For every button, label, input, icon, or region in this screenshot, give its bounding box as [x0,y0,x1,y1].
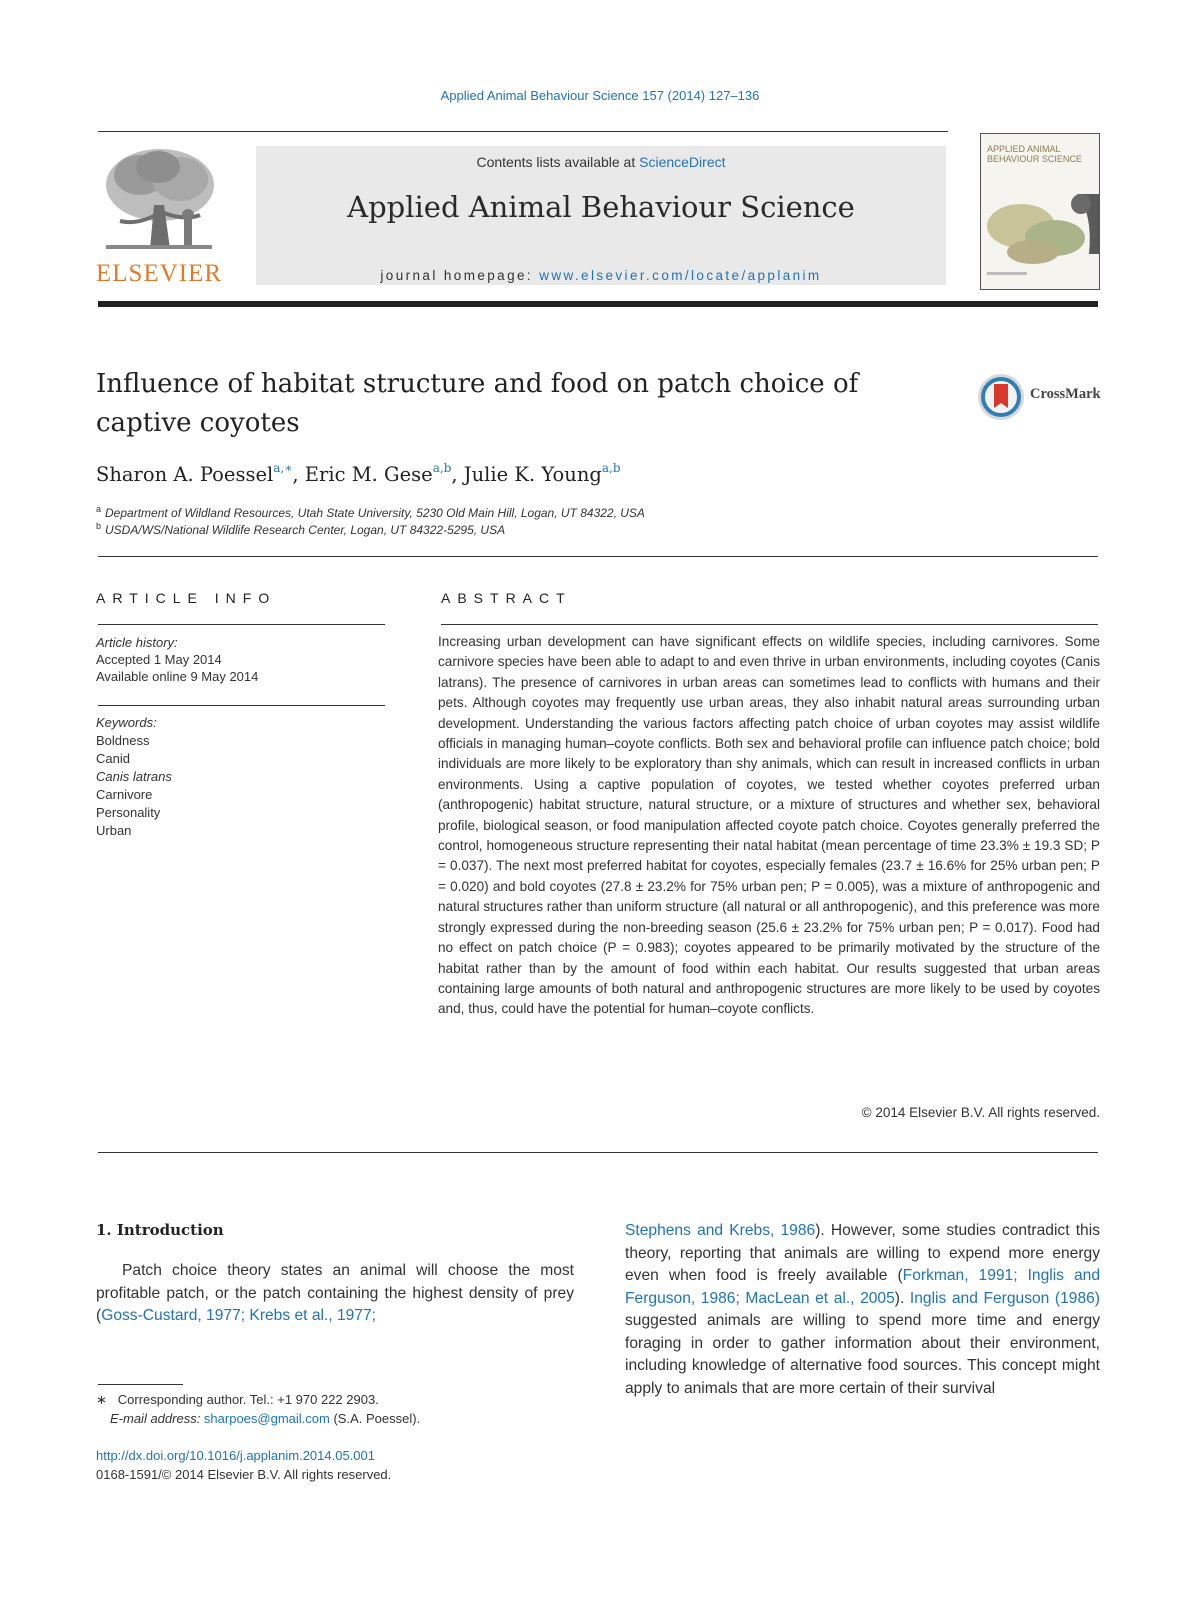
cover-title: APPLIED ANIMAL BEHAVIOUR SCIENCE [987,144,1082,164]
elsevier-wordmark: ELSEVIER [96,260,223,287]
footnote-rule [98,1384,183,1385]
author-affil-marker[interactable]: a,b [601,461,621,475]
footnote-marker: ∗ [96,1392,107,1407]
copyright-notice: © 2014 Elsevier B.V. All rights reserved. [861,1105,1100,1120]
issn-line: 0168-1591/© 2014 Elsevier B.V. All rights reserved. [96,1467,392,1482]
title-line-2: captive coyotes [96,408,300,438]
citation-link[interactable]: Inglis and Ferguson (1986) [909,1289,1101,1307]
introduction-heading: 1. Introduction [96,1221,224,1239]
keyword-item: Canid [96,751,130,766]
keywords-label: Keywords: [96,715,157,730]
journal-cover-thumbnail[interactable] [980,133,1100,290]
author-affil-marker[interactable]: a,∗ [273,461,293,475]
affiliation-text: Department of Wildland Resources, Utah State University, 5230 Old Main Hill, Logan, UT 84322, USA [105,506,645,520]
crossmark-icon [976,372,1026,422]
author-affil-marker[interactable]: a,b [432,461,452,475]
abstract-end-rule [98,1152,1098,1153]
homepage-prefix: journal homepage: [380,268,540,283]
author-name[interactable]: Sharon A. Poessel [96,463,274,486]
intro-text: ). [894,1289,910,1307]
keywords-block [96,714,172,840]
available-date: Available online 9 May 2014 [96,669,259,684]
keyword-item: Carnivore [96,787,153,802]
intro-text: Patch choice theory states an animal will choose the most profitable patch, or the patch containing the highest density of prey ( [96,1262,574,1324]
header-rule [98,131,948,132]
citation-link[interactable]: Forkman, 1991; Inglis and Ferguson, 1986; MacLean et al., 2005 [625,1267,1101,1307]
elsevier-tree-icon [96,145,222,253]
homepage-line [256,268,946,283]
corresponding-author-footnote [96,1390,420,1428]
citation-link[interactable]: Goss-Custard, 1977; Krebs et al., 1977; [101,1307,376,1324]
keyword-item: Canis latrans [96,769,172,784]
homepage-link[interactable]: www.elsevier.com/locate/applanim [539,268,822,283]
introduction-left-column [96,1260,574,1328]
introduction-right-column [625,1220,1100,1400]
history-label: Article history: [96,635,178,650]
article-info-heading: ARTICLE INFO [96,590,277,606]
journal-citation[interactable]: Applied Animal Behaviour Science 157 (2014) 127–136 [440,88,760,103]
journal-name: Applied Animal Behaviour Science [347,190,855,224]
contents-line [256,154,946,170]
doi-link[interactable]: http://dx.doi.org/10.1016/j.applanim.2014.05.001 [96,1448,375,1463]
section-rule [98,556,1098,557]
crossmark-badge[interactable] [976,372,1101,422]
accepted-date: Accepted 1 May 2014 [96,652,222,667]
affiliation-a [96,504,645,520]
article-title [96,365,916,443]
title-line-1: Influence of habitat structure and food on patch choice of [96,369,859,399]
header-thick-rule [98,301,1098,307]
author-name[interactable]: Julie K. Young [463,463,602,486]
email-label: E-mail address: [110,1411,204,1426]
doi-block [96,1446,391,1484]
elsevier-logo[interactable] [96,145,226,287]
abstract-rule [441,624,1098,625]
affiliation-marker: a [96,504,102,514]
intro-text: suggested animals are willing to spend more time and energy foraging in order to gather information about their environment, including knowledge of alternative food sources. This concept might apply to animals that are more certain of their survival [625,1312,1100,1397]
article-history [96,634,258,685]
keyword-item: Boldness [96,733,150,748]
affiliation-marker: b [96,521,102,531]
author-name[interactable]: Eric M. Gese [304,463,433,486]
article-info-rule [98,624,385,625]
affiliation-text: USDA/WS/National Wildlife Research Center, Logan, UT 84322-5295, USA [105,523,506,537]
keyword-item: Urban [96,823,132,838]
crossmark-label: CrossMark [1030,386,1101,402]
sciencedirect-link[interactable]: ScienceDirect [639,154,726,170]
journal-header [256,146,946,285]
email-suffix: (S.A. Poessel). [329,1411,421,1426]
corresponding-text: Corresponding author. Tel.: +1 970 222 2903. [117,1392,379,1407]
citation-link[interactable]: Stephens and Krebs, 1986 [625,1222,816,1239]
email-link[interactable]: sharpoes@gmail.com [203,1411,330,1426]
abstract-text: Increasing urban development can have significant effects on wildlife species, including carnivores. Some carnivore species have been able to adapt to and even thrive in urban environments, including coyotes (Canis latrans). The presence of carnivores in urban areas can sometimes lead to conflicts with humans and their pets. Although coyotes may frequently use urban areas, they also inhabit natural areas surrounding urban development. Understanding the various factors affecting patch choice of urban coyotes may assist wildlife officials in managing human–coyote conflicts. Both sex and behavioral profile can influence patch choice; bold individuals are more likely to be exploratory than shy animals, which can result in increased conflicts in urban environments. Using a captive population of coyotes, we tested whether coyotes preferred urban (anthropogenic) habitat structure, natural structure, or a mixture of structures and whether sex, behavioral profile, biological season, or food manipulation affected coyote patch choice. Coyotes generally preferred the control, homogeneous structure representing their natal habitat (mean percentage of time 23.3% ± 19.3 SD; P = 0.037). The next most preferred habitat for coyotes, especially females (23.7 ± 16.6% for 25% urban pen; P = 0.020) and bold coyotes (27.8 ± 23.2% for 75% urban pen; P = 0.005), was a mixture of anthropogenic and natural structures rather than uniform structure (all natural or all anthropogenic), and this preference was more strongly expressed during the non-breeding season (25.6 ± 23.2% for 75% urban pen; P = 0.017). Food had no effect on patch choice (P = 0.983); coyotes appeared to be primarily motivated by the structure of the habitat rather than by the amount of food within each habitat. Our results suggested that urban areas containing large amounts of both natural and anthropogenic structures are more likely to be used by coyotes and, thus, could have the potential for human–coyote conflicts. [438,634,1100,1017]
affiliation-b [96,521,505,537]
keywords-rule [98,705,385,706]
intro-text: ). However, some studies contradict this theory, reporting that animals are willing to expend more energy even when food is freely available ( [625,1222,1100,1284]
author-list: Sharon A. Poessel$^{a,∗}$, Eric M. Gese$^{a,b}$, Julie K. Young$^{a,b}$ [96,461,621,486]
contents-prefix: Contents lists available at [476,154,640,170]
abstract-heading: ABSTRACT [441,590,572,606]
keyword-item: Personality [96,805,161,820]
